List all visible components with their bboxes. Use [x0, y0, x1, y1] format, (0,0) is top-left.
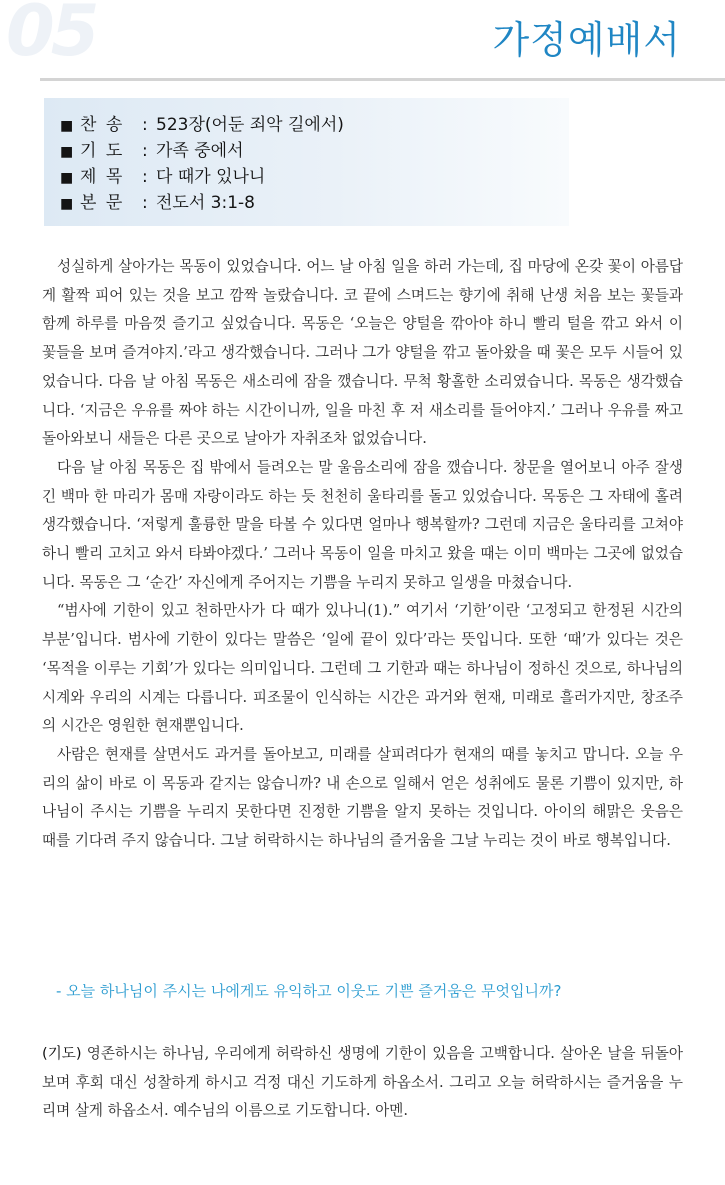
square-bullet-icon: ■ — [60, 170, 74, 186]
info-separator: : — [142, 141, 148, 161]
body-paragraph: “범사에 기한이 있고 천하만사가 다 때가 있나니(1).” 여기서 ‘기한’이란 ‘고정되고 한정된 시간의 부분’입니다. 범사에 기한이 있다는 말씀은 ‘일에 끝이 있다’라는 뜻입니다. 또한 ‘때’가 있다는 것은 ‘목적을 이루는 기회’가 있다는 의미입니다. 그런데 그 기한과 때는 하나님이 정하신 것으로, 하나님의 시계와 우리의 시계는 다릅니다. 피조물이 인식하는 시간은 과거와 현재, 미래로 흘러가지만, 창조주의 시간은 영원한 현재뿐입니다. — [42, 602, 683, 735]
info-row-topic — [60, 164, 344, 190]
info-label: 본 문 — [80, 193, 125, 213]
body-paragraph: 성실하게 살아가는 목동이 있었습니다. 어느 날 아침 일을 하러 가는데, 집 마당에 온갖 꽃이 아름답게 활짝 피어 있는 것을 보고 깜짝 놀랐습니다. 코 끝에 스며드는 향기에 취해 난생 처음 보는 꽃들과 함께 하루를 마음껏 즐기고 싶었습니다. 목동은 ‘오늘은 양털을 깎아야 하니 빨리 털을 깎고 와서 이 꽃들을 보며 즐겨야지.’라고 생각했습니다. 그러나 그가 양털을 깎고 돌아왔을 때 꽃은 모두 시들어 있었습니다. 다음 날 아침 목동은 새소리에 잠을 깼습니다. 무척 황홀한 소리였습니다. 목동은 생각했습니다. ‘지금은 우유를 짜야 하는 시간이니까, 일을 마친 후 저 새소리를 들어야지.’ 그러나 우유를 짜고 돌아와보니 새들은 다른 곳으로 날아가 자취조차 없었습니다. — [42, 258, 683, 448]
reflection-question: - 오늘 하나님이 주시는 나에게도 유익하고 이웃도 기쁜 즐거움은 무엇입니까? — [56, 982, 562, 1000]
info-label: 제 목 — [80, 167, 125, 187]
sermon-body — [42, 253, 683, 856]
info-value: 523장(어둔 죄악 길에서) — [156, 115, 344, 135]
worship-info-box — [44, 98, 569, 226]
info-separator: : — [142, 167, 148, 187]
info-row-prayer — [60, 138, 344, 164]
prayer-label: (기도) — [42, 1045, 82, 1062]
header-divider — [40, 78, 725, 81]
info-label: 기 도 — [80, 141, 125, 161]
square-bullet-icon: ■ — [60, 196, 74, 212]
square-bullet-icon: ■ — [60, 118, 74, 134]
page-number: 05 — [6, 0, 96, 72]
info-separator: : — [142, 115, 148, 135]
worship-info-list — [60, 112, 344, 216]
page-title: 가정예배서 — [492, 18, 681, 62]
info-label: 찬 송 — [80, 115, 125, 135]
info-separator: : — [142, 193, 148, 213]
info-row-hymn — [60, 112, 344, 138]
info-value: 전도서 3:1-8 — [156, 193, 255, 213]
prayer-text: 영존하시는 하나님, 우리에게 허락하신 생명에 기한이 있음을 고백합니다. 살아온 날을 뒤돌아보며 후회 대신 성찰하게 하시고 걱정 대신 기도하게 하옵소서. 그리고 오늘 허락하시는 즐거움을 누리며 살게 하옵소서. 예수님의 이름으로 기도합니다. 아멘. — [42, 1045, 683, 1120]
closing-prayer — [42, 1040, 683, 1126]
info-row-scripture — [60, 190, 344, 216]
square-bullet-icon: ■ — [60, 144, 74, 160]
body-paragraph: 사람은 현재를 살면서도 과거를 돌아보고, 미래를 살피려다가 현재의 때를 놓치고 맙니다. 오늘 우리의 삶이 바로 이 목동과 같지는 않습니까? 내 손으로 일해서 얻은 성취에도 물론 기쁨이 있지만, 하나님이 주시는 기쁨을 누리지 못한다면 진정한 기쁨을 알지 못하는 것입니다. 아이의 해맑은 웃음은 때를 기다려 주지 않습니다. 그날 허락하시는 하나님의 즐거움을 그날 누리는 것이 바로 행복입니다. — [42, 745, 683, 850]
info-value: 가족 중에서 — [156, 141, 244, 161]
body-paragraph: 다음 날 아침 목동은 집 밖에서 들려오는 말 울음소리에 잠을 깼습니다. 창문을 열어보니 아주 잘생긴 백마 한 마리가 몸매 자랑이라도 하는 듯 천천히 울타리를 돌고 있었습니다. 목동은 그 자태에 홀려 생각했습니다. ‘저렇게 훌륭한 말을 타볼 수 있다면 얼마나 행복할까? 그런데 지금은 울타리를 고쳐야 하니 빨리 고치고 와서 타봐야겠다.’ 그러나 목동이 일을 마치고 왔을 때는 이미 백마는 그곳에 없었습니다. 목동은 그 ‘순간’ 자신에게 주어지는 기쁨을 누리지 못하고 일생을 마쳤습니다. — [42, 458, 683, 591]
info-value: 다 때가 있나니 — [156, 167, 266, 187]
